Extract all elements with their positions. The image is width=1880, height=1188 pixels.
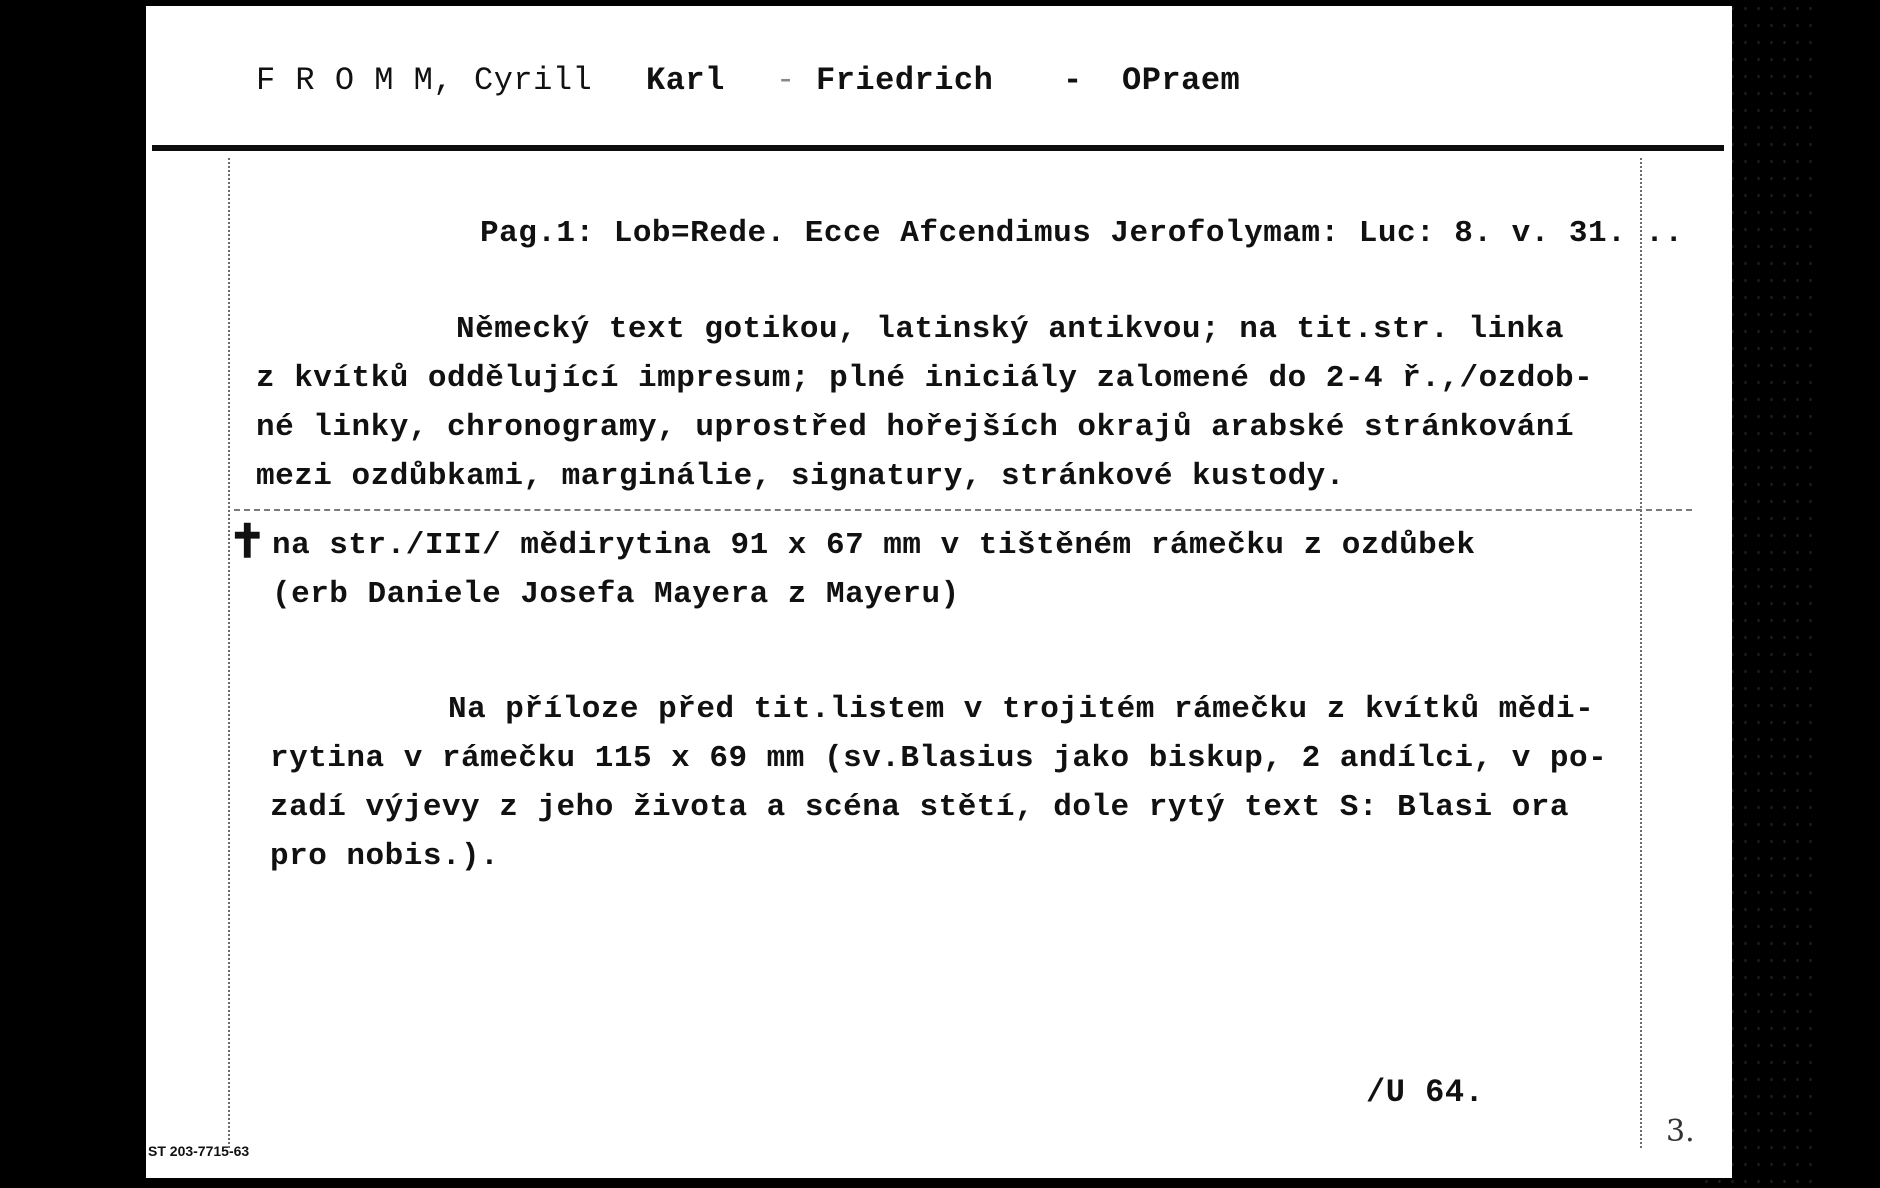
heading-dash-2: -	[1063, 62, 1083, 99]
supplement-line: zadí výjevy z jeho života a scéna stětí, dole rytý text S: Blasi ora	[270, 790, 1570, 825]
supplement-paragraph	[270, 692, 1607, 888]
heading-given-name-2: Karl	[646, 62, 725, 99]
illustration-note-line: na str./III/ mědirytina 91 x 67 mm v tištěném rámečku z ozdůbek	[272, 528, 1476, 563]
heading-given-name-1: Cyrill	[474, 62, 593, 99]
shelfmark: /U 64.	[1366, 1074, 1485, 1111]
illustration-note	[272, 528, 1476, 626]
description-line: mezi ozdůbkami, marginálie, signatury, stránkové kustody.	[256, 459, 1345, 494]
right-margin-line	[1640, 158, 1642, 1148]
title-line: Pag.1: Lob=Rede. Ecce Afcendimus Jerofolymam: Luc: 8. v. 31. ..	[480, 216, 1684, 251]
footer-code: ST 203-7715-63	[148, 1143, 250, 1159]
description-line: z kvítků oddělující impresum; plné iniciály zalomené do 2-4 ř.,/ozdob-	[256, 361, 1594, 396]
description-line: Německý text gotikou, latinský antikvou; na tit.str. linka	[456, 312, 1564, 347]
supplement-line: pro nobis.).	[270, 839, 500, 874]
catalog-card	[146, 6, 1732, 1178]
heading-rule	[152, 145, 1724, 151]
supplement-line: rytina v rámečku 115 x 69 mm (sv.Blasius jako biskup, 2 andílci, v po-	[270, 741, 1608, 776]
heading-given-name-3: Friedrich	[816, 62, 994, 99]
heading-surname: F R O M M,	[256, 62, 454, 99]
insertion-mark: ✝	[228, 514, 267, 568]
description-paragraph	[256, 312, 1593, 508]
section-divider	[234, 509, 1692, 511]
heading-dash-1: -	[776, 62, 796, 99]
description-line: né linky, chronogramy, uprostřed hořejších okrajů arabské stránkování	[256, 410, 1575, 445]
left-margin-line	[228, 158, 230, 1148]
supplement-line: Na příloze před tit.listem v trojitém rámečku z kvítků mědi-	[448, 692, 1595, 727]
illustration-note-line: (erb Daniele Josefa Mayera z Mayeru)	[272, 577, 960, 612]
corner-number: 3.	[1666, 1114, 1695, 1149]
heading-order: OPraem	[1122, 62, 1241, 99]
